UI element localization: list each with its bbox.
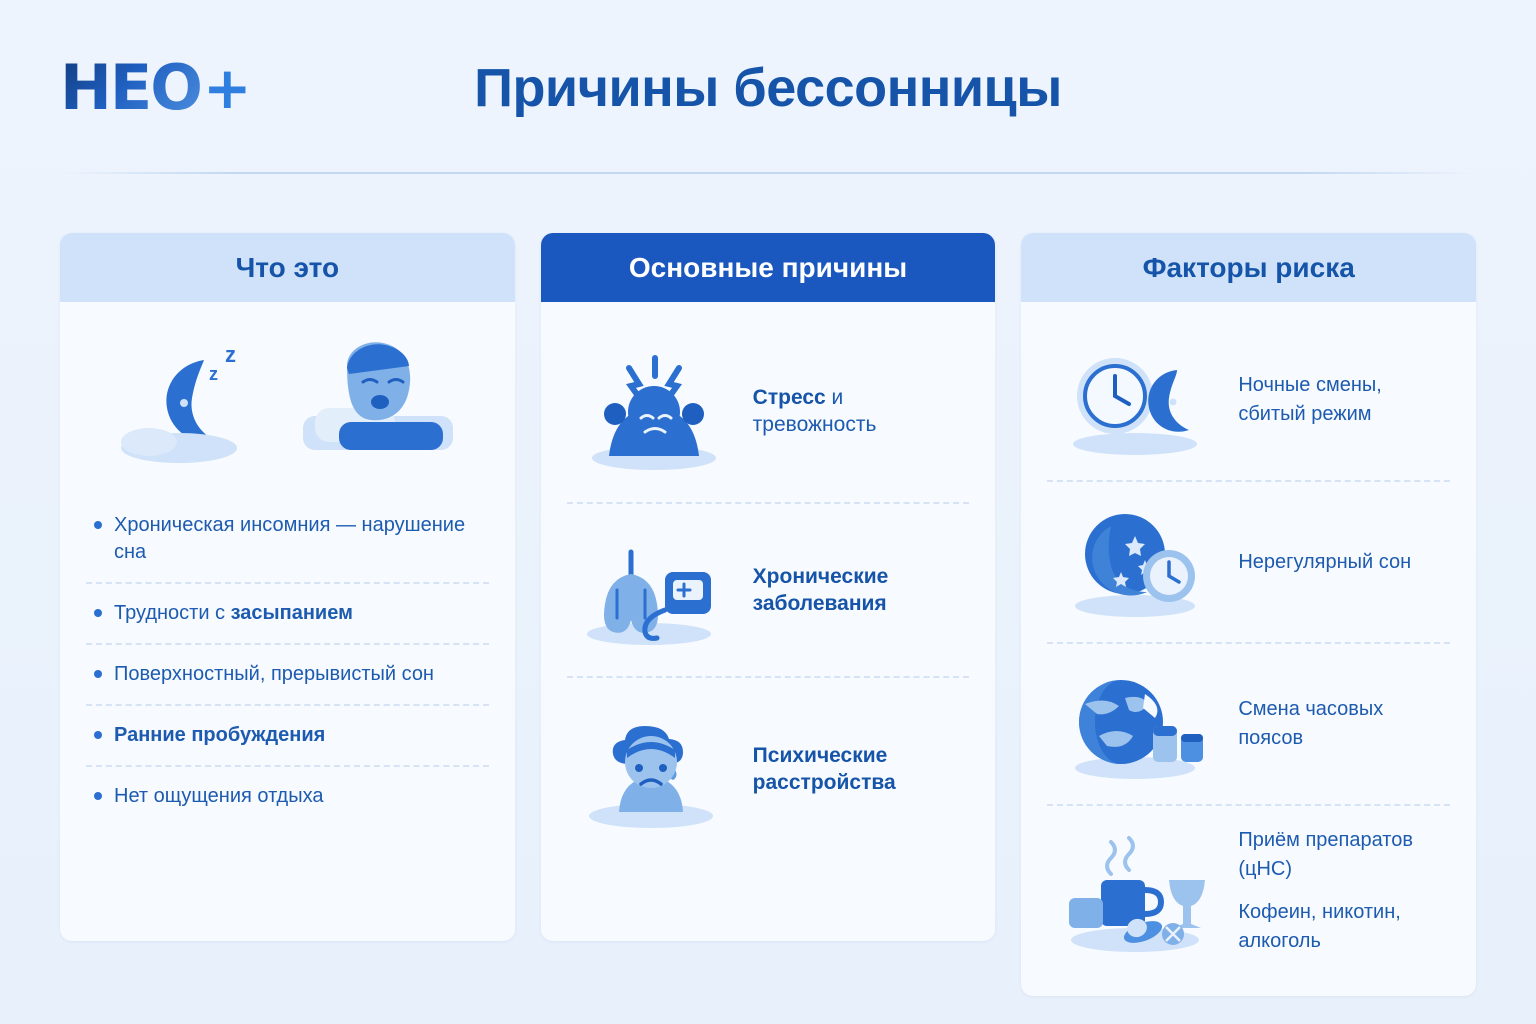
risk-item-substances <box>1047 806 1450 976</box>
risk-item-irregular-sleep <box>1047 482 1450 644</box>
header <box>0 0 1536 175</box>
card-body-risk-factors <box>1021 302 1476 996</box>
sleeping-person-icon <box>285 330 465 480</box>
bullet-dot-icon <box>94 792 102 800</box>
card-main-causes <box>541 233 996 941</box>
bullet-dot-icon <box>94 670 102 678</box>
list-item-label: Трудности с засыпанием <box>114 602 353 624</box>
cause-item-stress <box>567 320 970 504</box>
risk-label: Нерегулярный сон <box>1238 550 1412 573</box>
logo-text: HEO <box>60 50 201 124</box>
globe-pills-icon <box>1049 664 1224 784</box>
list-item <box>86 645 489 706</box>
moon-stars-clock-icon <box>1049 502 1224 622</box>
card-body-main-causes <box>541 302 996 941</box>
list-item-label: Хроническая инсомния — нарушение сна <box>114 514 466 563</box>
what-is-it-list <box>86 496 489 826</box>
risk-item-night-shifts <box>1047 320 1450 482</box>
svg-text:z: z <box>225 342 237 367</box>
list-item <box>86 706 489 767</box>
cause-label: Стресс и тревожность <box>752 385 877 436</box>
risk-label: Смена часовых поясов <box>1238 698 1384 749</box>
list-item-label: Поверхностный, прерывистый сон <box>114 663 434 685</box>
list-item <box>86 496 489 584</box>
logo <box>60 50 250 124</box>
card-body-what-is-it <box>60 302 515 941</box>
columns-container <box>0 175 1536 996</box>
risk-item-timezone-change <box>1047 644 1450 806</box>
lungs-bloodpressure-icon <box>569 530 739 650</box>
logo-plus-icon: + <box>202 53 250 122</box>
cause-label: Хронические заболевания <box>752 564 889 615</box>
bullet-dot-icon <box>94 521 102 529</box>
coffee-wine-pills-icon <box>1049 826 1224 956</box>
card-what-is-it <box>60 233 515 941</box>
svg-text:z: z <box>209 364 219 384</box>
stress-headache-icon <box>569 346 739 476</box>
sad-face-cloud-icon <box>569 704 739 834</box>
what-is-it-illustration <box>86 320 489 490</box>
list-item-label: Ранние пробуждения <box>114 724 326 746</box>
bullet-dot-icon <box>94 609 102 617</box>
card-heading-risk-factors: Факторы риска <box>1021 233 1476 302</box>
list-item-label: Нет ощущения отдыха <box>114 785 324 807</box>
list-item <box>86 584 489 645</box>
risk-label: Приём препаратов (цНС) Кофеин, никотин, алкоголь <box>1238 829 1413 952</box>
header-divider <box>60 172 1476 174</box>
cause-item-chronic-disease <box>567 504 970 678</box>
card-heading-main-causes: Основные причины <box>541 233 996 302</box>
moon-zzz-icon <box>109 330 279 480</box>
cause-label: Психические расстройства <box>752 743 896 794</box>
card-risk-factors <box>1021 233 1476 996</box>
list-item <box>86 767 489 826</box>
cause-item-mental-disorders <box>567 678 970 860</box>
card-heading-what-is-it: Что это <box>60 233 515 302</box>
risk-label: Ночные смены, сбитый режим <box>1238 374 1382 425</box>
clock-moon-icon <box>1049 340 1224 460</box>
page-title: Причины бессонницы <box>474 57 1062 118</box>
bullet-dot-icon <box>94 731 102 739</box>
